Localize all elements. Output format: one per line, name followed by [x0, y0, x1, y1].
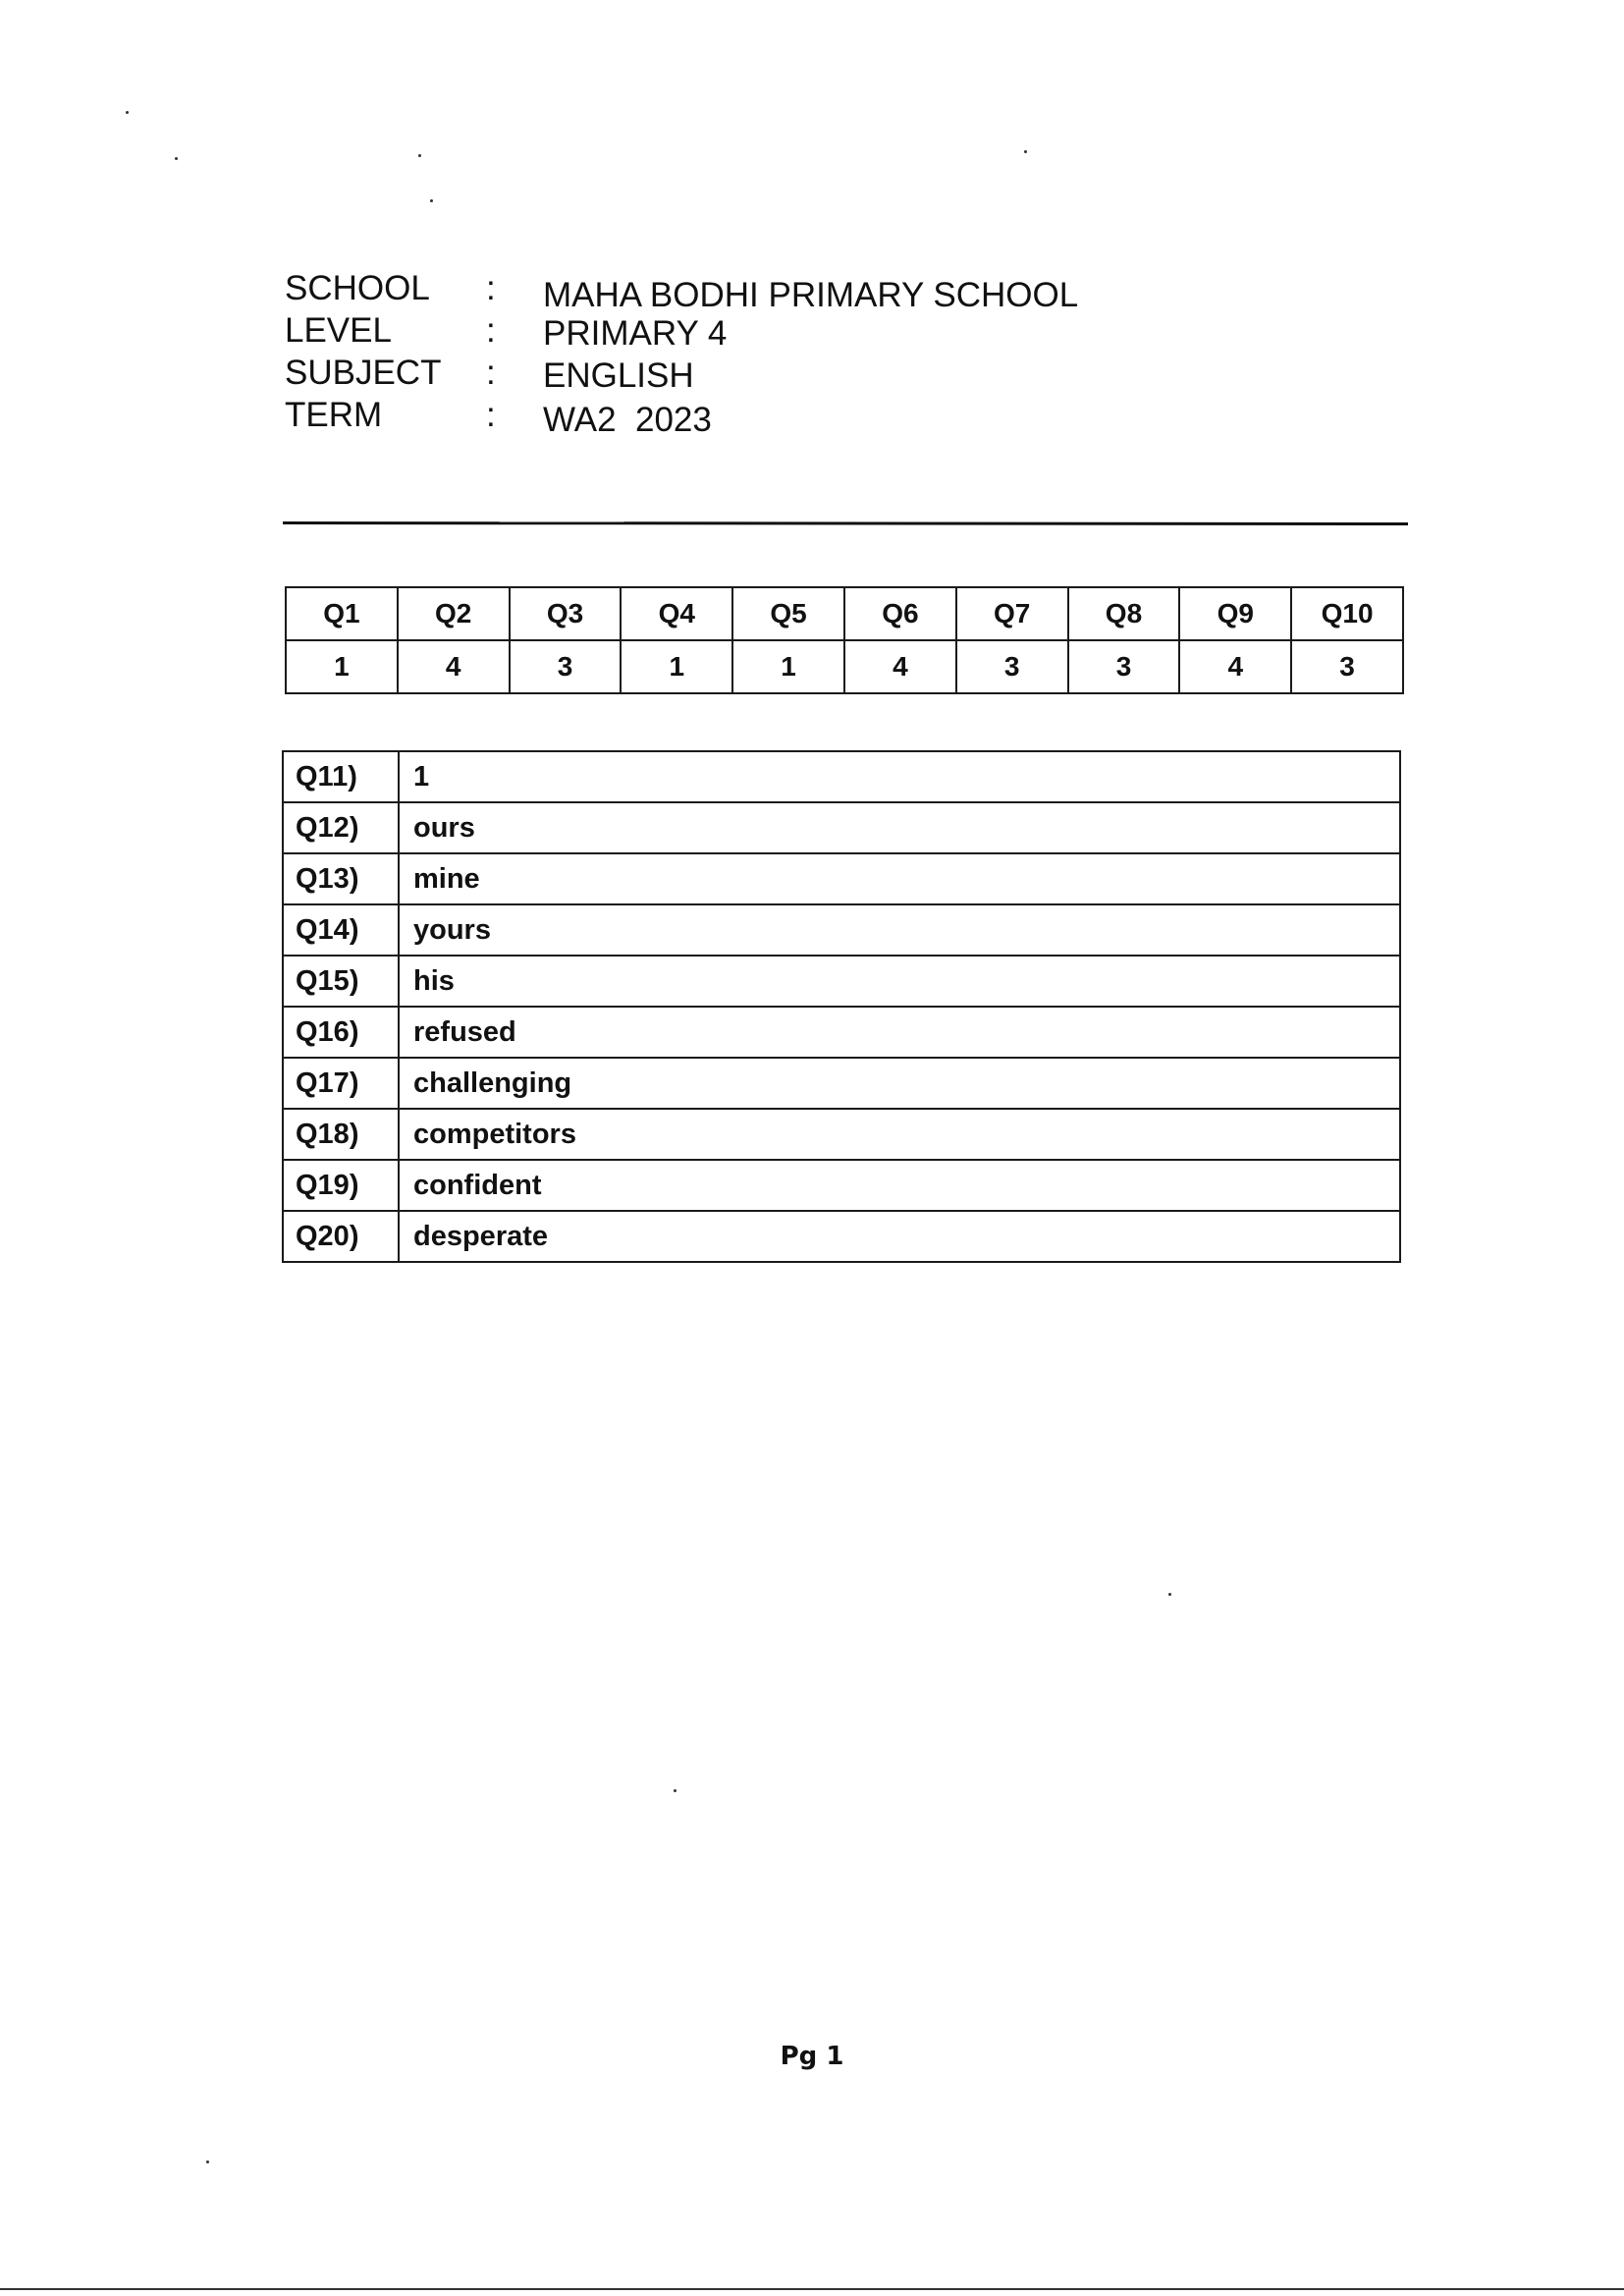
mcq-question-cell: Q3 [510, 587, 622, 640]
written-answer-table [282, 750, 1401, 1263]
term-label: TERM [285, 396, 383, 434]
subject-value: ENGLISH [543, 356, 694, 395]
mcq-answer-cell: 1 [732, 640, 844, 693]
question-number: Q18) [283, 1109, 399, 1160]
bottom-scan-edge [0, 2288, 1624, 2290]
answer-text: mine [399, 853, 1400, 904]
colon: : [486, 311, 496, 350]
mcq-answer-cell: 3 [510, 640, 622, 693]
mcq-answer-cell: 3 [1291, 640, 1403, 693]
school-value: MAHA BODHI PRIMARY SCHOOL [543, 276, 1079, 314]
table-row [283, 1109, 1400, 1160]
question-number: Q15) [283, 956, 399, 1007]
exam-info [285, 267, 1079, 439]
colon: : [486, 396, 496, 434]
scan-speck [430, 199, 433, 202]
mcq-answer-cell: 4 [1179, 640, 1291, 693]
level-value: PRIMARY 4 [543, 314, 728, 353]
term-row [285, 394, 1078, 439]
answer-text: yours [399, 904, 1400, 956]
mcq-question-cell: Q5 [732, 587, 844, 640]
scan-speck [175, 157, 178, 160]
subject-label: SUBJECT [285, 354, 442, 392]
scan-speck [1168, 1593, 1171, 1596]
mcq-question-cell: Q7 [956, 587, 1068, 640]
mcq-answer-row [286, 640, 1403, 693]
page-number: Pg 1 [780, 2042, 844, 2071]
mcq-answer-cell: 3 [956, 640, 1068, 693]
question-number: Q14) [283, 904, 399, 956]
mcq-question-cell: Q6 [844, 587, 956, 640]
table-row [283, 802, 1400, 853]
answer-text: 1 [399, 751, 1400, 802]
colon: : [486, 269, 496, 307]
colon: : [486, 354, 496, 392]
table-row [283, 1058, 1400, 1109]
school-row [285, 267, 1079, 314]
scan-speck [418, 154, 421, 157]
question-number: Q12) [283, 802, 399, 853]
school-label: SCHOOL [285, 269, 430, 307]
mcq-question-cell: Q10 [1291, 587, 1403, 640]
question-number: Q20) [283, 1211, 399, 1262]
answer-text: challenging [399, 1058, 1400, 1109]
scan-speck [674, 1789, 677, 1792]
answer-text: refused [399, 1007, 1400, 1058]
mcq-answer-cell: 4 [844, 640, 956, 693]
mcq-question-cell: Q8 [1068, 587, 1180, 640]
answer-text: ours [399, 802, 1400, 853]
level-label: LEVEL [285, 311, 392, 350]
table-row [283, 1211, 1400, 1262]
header-divider [283, 521, 1408, 525]
mcq-question-cell: Q9 [1179, 587, 1291, 640]
question-number: Q11) [283, 751, 399, 802]
mcq-answer-cell: 4 [398, 640, 510, 693]
mcq-answer-cell: 1 [286, 640, 398, 693]
answer-text: confident [399, 1160, 1400, 1211]
table-row [283, 751, 1400, 802]
answer-text: his [399, 956, 1400, 1007]
mcq-answer-cell: 3 [1068, 640, 1180, 693]
table-row [283, 1007, 1400, 1058]
answer-text: desperate [399, 1211, 1400, 1262]
table-row [283, 956, 1400, 1007]
scan-speck [206, 2160, 209, 2163]
mcq-question-cell: Q1 [286, 587, 398, 640]
table-row [283, 853, 1400, 904]
mcq-question-cell: Q4 [621, 587, 732, 640]
table-row [283, 1160, 1400, 1211]
mcq-answer-table [285, 586, 1404, 694]
term-value: WA2 2023 [543, 401, 712, 439]
question-number: Q16) [283, 1007, 399, 1058]
mcq-answer-cell: 1 [621, 640, 732, 693]
answer-text: competitors [399, 1109, 1400, 1160]
subject-row [285, 352, 1078, 394]
scan-speck [1024, 150, 1027, 153]
table-row [283, 904, 1400, 956]
mcq-question-cell: Q2 [398, 587, 510, 640]
question-number: Q19) [283, 1160, 399, 1211]
scan-speck [126, 111, 129, 114]
mcq-question-row [286, 587, 1403, 640]
question-number: Q17) [283, 1058, 399, 1109]
question-number: Q13) [283, 853, 399, 904]
